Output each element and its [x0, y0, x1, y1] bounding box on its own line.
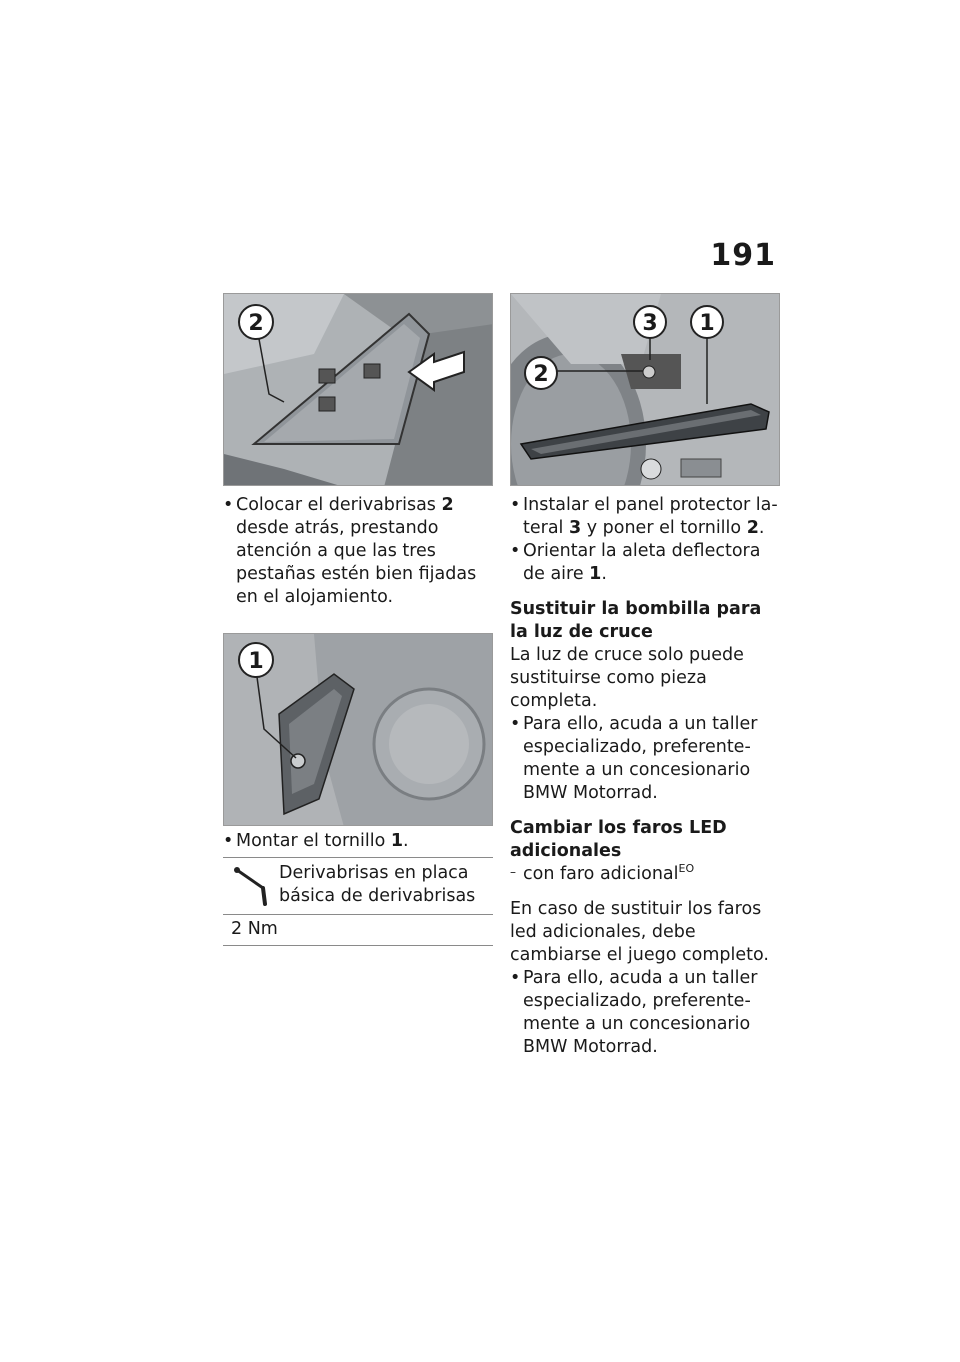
- photo-screw-mount: [223, 633, 493, 826]
- instruction-mount-screw: • Montar el tornillo 1.: [223, 830, 493, 853]
- photo-windshield-deflector: [223, 293, 493, 486]
- photo-side-panel: [510, 293, 780, 486]
- left-column: [223, 293, 493, 946]
- torque-spec-table: [223, 857, 493, 946]
- torque-value: 2 Nm: [223, 915, 493, 946]
- callout-number: 1: [699, 311, 715, 336]
- callout-number: 2: [248, 311, 264, 336]
- photo-windshield-deflector-illustration: [224, 294, 493, 486]
- torque-spec-header: [223, 858, 493, 914]
- instruction-install-side-panel: • Instalar el panel protector lateral 3 y poner el tornillo 2.: [510, 494, 780, 540]
- optional-equipment-condition: – con faro adicional$^{EO}$: [510, 863, 780, 886]
- photo-screw-mount-illustration: [224, 634, 493, 826]
- low-beam-workshop-instruction: • Para ello, acuda a un taller especializado, preferentemente a un concesionario BMW Motorrad.: [510, 713, 780, 805]
- right-column: [510, 293, 780, 1059]
- section-heading-led-lights: Cambiar los faros LED adicionales: [510, 818, 727, 861]
- callout-number: 3: [642, 311, 658, 336]
- led-lights-workshop-instruction: • Para ello, acuda a un taller especializado, preferentemente a un concesionario BMW Motorrad.: [510, 967, 780, 1059]
- low-beam-paragraph: La luz de cruce solo puede sustituirse como pieza completa.: [510, 645, 744, 711]
- photo-side-panel-illustration: [511, 294, 780, 486]
- section-heading-low-beam: Sustituir la bombilla para la luz de cruce: [510, 599, 762, 642]
- instruction-place-deflector: • Colocar el derivabrisas 2 desde atrás, prestando atención a que las tres pestañas estén bien fijadas en el alojamiento.: [223, 494, 493, 609]
- torque-wrench-icon: [231, 862, 273, 906]
- torque-description: Derivabrisas en placa básica de derivabrisas: [279, 863, 476, 906]
- instruction-orient-flap: • Orientar la aleta deflectora de aire 1.: [510, 540, 780, 586]
- callout-number: 2: [533, 362, 549, 387]
- page-number: 191: [710, 238, 776, 273]
- optional-equipment-marker: EO: [678, 862, 695, 876]
- callout-number: 1: [248, 649, 264, 674]
- led-lights-paragraph: En caso de sustituir los faros led adicionales, debe cambiarse el juego completo.: [510, 899, 769, 965]
